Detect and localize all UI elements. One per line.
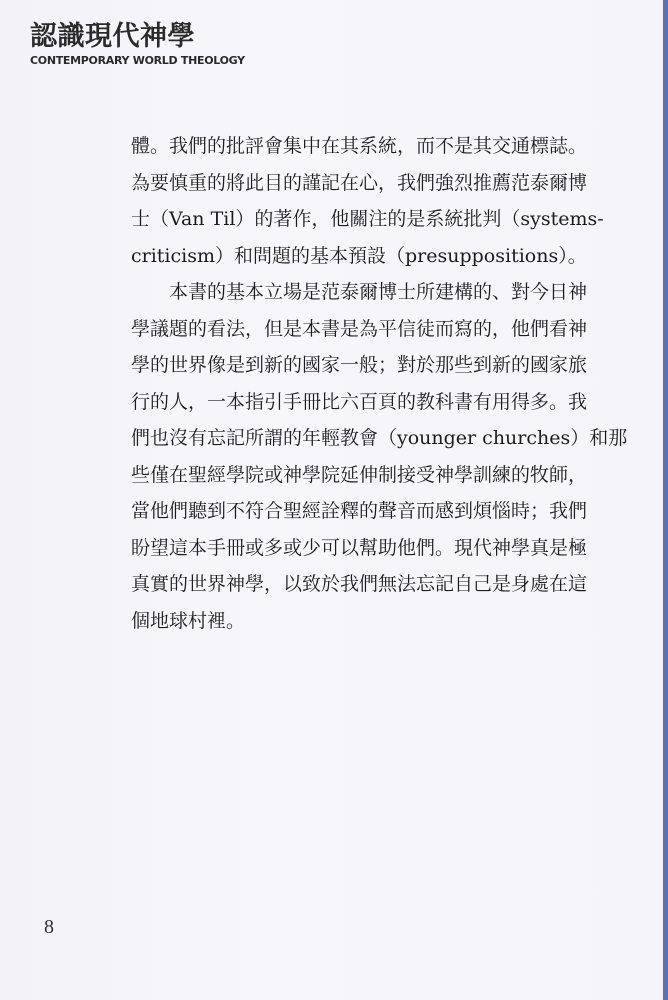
text-line: 們也沒有忘記所謂的年輕教會（younger churches）和那	[131, 427, 628, 449]
page-edge	[663, 0, 668, 1000]
text-line: criticism）和問題的基本預設（presuppositions）。	[131, 244, 587, 267]
paragraph-1	[131, 128, 621, 274]
paragraph-2	[131, 274, 628, 639]
text-line: 盼望這本手冊或多或少可以幫助他們。現代神學真是極	[131, 536, 588, 559]
book-title: 認識現代神學	[30, 21, 195, 52]
text-line: 當他們聽到不符合聖經詮釋的聲音而感到煩惱時；我們	[131, 500, 588, 522]
text-line: 些僅在聖經學院或神學院延伸制接受神學訓練的牧師，	[131, 463, 588, 486]
text-line: 個地球村裡。	[131, 609, 246, 632]
text-line: 為要慎重的將此目的謹記在心，我們強烈推薦范泰爾博	[131, 171, 588, 194]
book-subtitle: CONTEMPORARY WORLD THEOLOGY	[30, 54, 245, 67]
text-line: 真實的世界神學，以致於我們無法忘記自己是身處在這	[131, 573, 588, 595]
text-line: 體。我們的批評會集中在其系統，而不是其交通標誌。	[131, 135, 588, 157]
page-number: 8	[44, 916, 54, 938]
running-header	[30, 22, 245, 67]
text-line: 學議題的看法，但是本書是為平信徒而寫的，他們看神	[131, 317, 588, 340]
text-line: 學的世界像是到新的國家一般；對於那些到新的國家旅	[131, 354, 588, 376]
text-line: 行的人，一本指引手冊比六百頁的教科書有用得多。我	[131, 390, 588, 413]
text-line: 士（Van Til）的著作，他關注的是系統批判（systems-	[131, 208, 604, 230]
body-text	[131, 128, 628, 639]
text-line: 本書的基本立場是范泰爾博士所建構的、對今日神	[169, 281, 588, 303]
